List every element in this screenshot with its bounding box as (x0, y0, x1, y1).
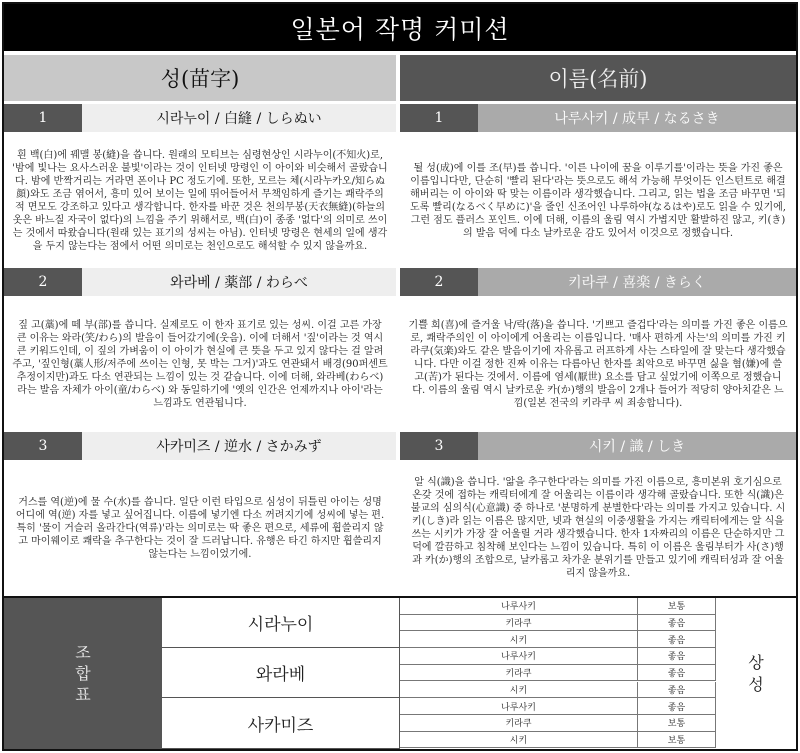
surname-description: 짚 고(藁)에 떼 부(部)를 씁니다. 실제로도 이 한자 표기로 있는 성씨. 이걸 고른 가장 큰 이유는 와라(笑/わら)의 발음이 들어갔기에(웃음). 이에 더해서 '짚'이라는 것 역시 큰 키워드인데, 이 짚의 가벼움이 이 아이가 현실에 큰 뜻을 두고 있지 않다는 걸 알려주고, '짚인형(藁人形/저주에 쓰이는 인형, 못 박는 그거)'과도 연관돼서 배경(90퍼센트 추정이지만)과도 다소 연관되는 느낌이 있는 것 같습니다. 이에 더해, 와라베(わらべ)라는 발음 자체가 아이(童/わらべ) 와 동일하기에 '옛의 인간은 언제까지나 아이'라는 느낌과도 연관됩니다. (12, 319, 388, 409)
combination-rating: 보통 (638, 732, 716, 749)
combination-table (4, 596, 796, 747)
surname-name: 와라베 / 薬部 / わらべ (82, 268, 396, 296)
surname-number: 3 (4, 432, 82, 460)
combination-label-char: 조 (75, 643, 91, 662)
compatibility-label-char: 성 (748, 674, 764, 694)
surname-name: 시라누이 / 白縫 / しらぬい (82, 104, 396, 132)
given-name-number: 1 (400, 104, 478, 132)
surname-description: 거스를 역(逆)에 물 수(水)를 씁니다. 일단 이런 타입으로 심성이 뒤틀린 아이는 성명 어디에 역(逆) 자를 넣고 싶어집니다. 이름에 넣기엔 다소 꺼려지기에 성씨에 넣는 편. 특히 '물이 거슬러 올라간다(역류)'라는 의미로는 딱 좋은 편으로, 세류에 휩쓸리지 않고 마이웨이로 쾌락을 추구한다는 것이 잘 드러납니다. 유행은 타긴 하지만 휩쓸리지 않는다는 느낌이었기에. (15, 496, 385, 560)
combination-given-name: 시키 (400, 631, 638, 648)
combination-given-name: 시키 (400, 732, 638, 749)
given-name-option-1 (400, 104, 796, 132)
surname-column-header: 성(苗字) (4, 55, 396, 101)
given-name-number: 3 (400, 432, 478, 460)
combination-rating: 좋음 (638, 648, 716, 665)
combination-label-char: 합 (75, 664, 91, 683)
combination-surname: 와라베 (162, 648, 400, 698)
combination-given-name: 나루사키 (400, 648, 638, 665)
combination-rating: 좋음 (638, 698, 716, 715)
given-name-description: 될 성(成)에 이를 조(早)를 씁니다. '이른 나이에 꿈을 이루기를'이라는 뜻을 가진 좋은 이름입니다만, 단순히 '빨리 된다'라는 뜻으로도 해석 가능해 무엇이든 인스턴트로 해결해버리는 이 아이와 딱 맞는 이름이라 생각했습니다. 그리고, 읽는 법을 조금 바꾸면 '되도록 빨리(なるべく早めに)'을 줄인 신조어인 나루하야(なるはや)로도 읽을 수 있기에, 그런 점도 플러스 포인트. 이에 더해, 이름의 울림 역시 가볍지만 활발하진 않고, 키(き)의 발음 덕에 다소 날카로운 감도 있어서 이것으로 정했습니다. (410, 163, 786, 239)
surname-option-2 (4, 268, 396, 296)
combination-label-char: 표 (75, 685, 91, 704)
combination-rating: 좋음 (638, 631, 716, 648)
combination-rating: 보통 (638, 598, 716, 615)
combination-given-name: 나루사키 (400, 598, 638, 615)
combination-label (4, 598, 162, 749)
surname-option-3 (4, 432, 396, 460)
given-name-column-header: 이름(名前) (400, 55, 796, 101)
surname-number: 1 (4, 104, 82, 132)
surname-description: 흰 백(白)에 꿰맬 봉(縫)을 씁니다. 원래의 모티브는 심령현상인 시라누이(不知火)로, '밤에 빛나는 요사스러운 불빛'이라는 것이 인터넷 망령인 이 아이와 비슷해서 골랐습니다. 밤에 반짝거리는 거라면 폰이나 PC 정도기에. 또한, 모르는 체(시라누카오/知らぬ顔)와도 조금 엮어서, 흥미 있어 보이는 일에 뛰어들어서 무책임하게 즐기는 쾌락주의적 면모도 강조하고 있다고 생각합니다. 한자를 바꾼 것은 천의무봉(天衣無縫)(하늘의 옷은 바느질 자국이 없다)의 느낌을 주기 위해서로, 백(白)이 종종 '없다'의 의미로 쓰이는 것에서 따왔습니다(원래 있는 표기의 성씨는 아님). 인터넷 망령은 현세의 일에 생각을 두지 않는다는 점에서 어떤 의미로는 천인으로도 해석할 수 있지 않을까요. (12, 150, 388, 252)
compatibility-label-char: 상 (748, 652, 764, 672)
given-name-description: 기쁠 희(喜)에 즐거울 낙/락(落)을 씁니다. '기쁘고 즐겁다'라는 의미를 가진 좋은 이름으로, 쾌락주의인 이 아이에게 어울리는 이름입니다. '매사 편하게 사는'의 의미를 가진 키라쿠(気楽)와도 같은 발음이기에 자유롭고 러프하게 사는 스타일에 잘 맞는다 생각했습니다. 다만 이걸 정한 진짜 이유는 다름아닌 한자를 최악으로 바꾸면 싫을 혐(嫌)에 쓸 고(苦)가 된다는 것에서. 이름에 염세(厭世) 요소를 담고 싶었기에 이쪽으로 정했습니다. 이름의 울림 역시 날카로운 카(か)행의 발음이 2개나 들어가 적당히 양아치같은 느낌(일본 전국의 키라쿠 씨 죄송합니다). (408, 319, 788, 409)
combination-rating: 좋음 (638, 682, 716, 699)
combination-surname: 사카미즈 (162, 698, 400, 749)
combination-given-name: 시키 (400, 682, 638, 699)
page-title: 일본어 작명 커미션 (4, 4, 796, 51)
combination-rating: 좋음 (638, 615, 716, 632)
given-name-option-3 (400, 432, 796, 460)
combination-surname: 시라누이 (162, 598, 400, 648)
combination-given-name: 키라쿠 (400, 715, 638, 732)
surname-option-1 (4, 104, 396, 132)
surname-number: 2 (4, 268, 82, 296)
given-name-description: 알 식(識)을 씁니다. '앎을 추구한다'라는 의미를 가진 이름으로, 흥미본위 호기심으로 온갖 것에 접하는 캐릭터에게 잘 어울리는 이름이라 생각해 골랐습니다. 또한 식(識)은 불교의 심의식(心意識) 중 하나로 '분명하게 분별한다'라는 의미를 가지고 있습니다. 시키(しき)라 읽는 이름은 많지만, 넷과 현실의 이중생활을 가지는 캐릭터에게는 알 식을 쓰는 시키가 가장 잘 어울릴 거라 생각했습니다. 한자 1자짜리의 이름은 단순하지만 그 덕에 깔끔하고 침착해 보인다는 느낌이 있습니다. 특히 이 이름은 울림부터가 사(さ)행과 카(か)행의 조합으로, 날카롭고 차가운 분위기를 만들고 있기에 캐릭터성과 잘 어울리지 않을까요. (410, 477, 786, 579)
compatibility-label (716, 598, 796, 749)
combination-given-name: 키라쿠 (400, 615, 638, 632)
given-name-option-2 (400, 268, 796, 296)
given-name-name: 나루사키 / 成早 / なるさき (478, 104, 796, 132)
surname-name: 사카미즈 / 逆水 / さかみず (82, 432, 396, 460)
combination-given-name: 키라쿠 (400, 665, 638, 682)
given-name-name: 키라쿠 / 喜楽 / きらく (478, 268, 796, 296)
combination-given-name: 나루사키 (400, 698, 638, 715)
combination-rating: 보통 (638, 715, 716, 732)
combination-rating: 좋음 (638, 665, 716, 682)
given-name-name: 시키 / 識 / しき (478, 432, 796, 460)
given-name-number: 2 (400, 268, 478, 296)
